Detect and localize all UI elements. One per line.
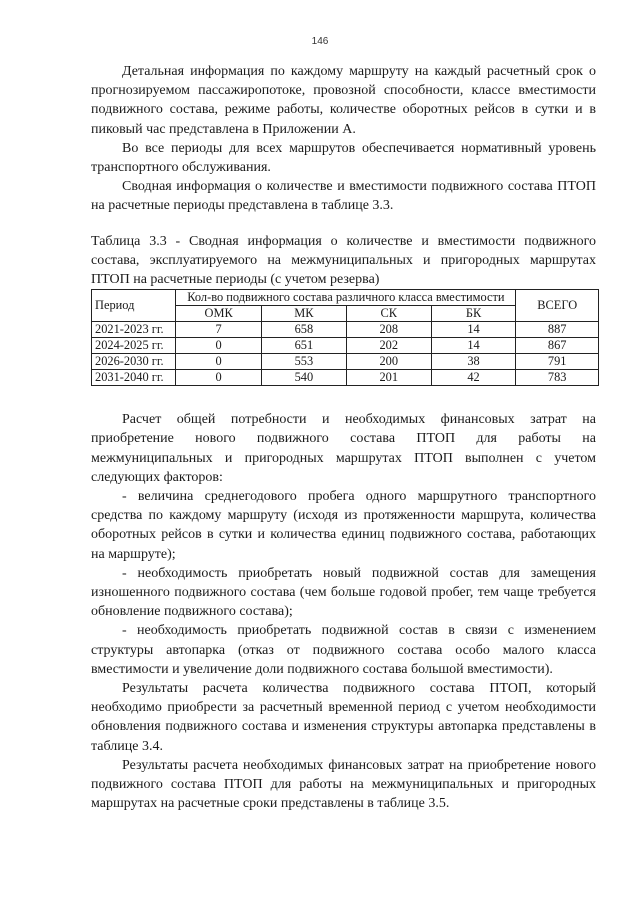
header-class-sk: СК: [346, 306, 431, 322]
cell-sk: 208: [346, 322, 431, 338]
paragraph: Детальная информация по каждому маршруту на каждый расчетный срок о прогнозируемом пассажиропотоке, провозной способности, классе вместимости подвижного состава, режиме работы, количестве оборотных рейсов в сутки и в пиковый час представлена в Приложении А.: [91, 64, 596, 137]
header-class-mk: МК: [261, 306, 346, 322]
cell-total: 867: [516, 338, 599, 354]
header-period: Период: [92, 290, 176, 322]
cell-mk: 651: [261, 338, 346, 354]
cell-sk: 202: [346, 338, 431, 354]
cell-period: 2021-2023 гг.: [92, 322, 176, 338]
cell-omk: 0: [176, 338, 262, 354]
cell-omk: 7: [176, 322, 262, 338]
table-container: [91, 289, 596, 386]
page-number: 146: [311, 36, 329, 47]
paragraph: Во все периоды для всех маршрутов обеспечивается нормативный уровень транспортного обслуживания.: [91, 140, 596, 176]
table-caption: Таблица 3.3 - Сводная информация о количестве и вместимости подвижного состава, эксплуатируемого на межмуниципальных и пригородных маршрутах ПТОП на расчетные периоды (с учетом резерва): [91, 233, 596, 288]
cell-mk: 540: [261, 370, 346, 386]
cell-bk: 14: [431, 322, 516, 338]
header-capacity-group: Кол-во подвижного состава различного класса вместимости: [176, 290, 516, 306]
table-row: [92, 354, 599, 370]
cell-bk: 42: [431, 370, 516, 386]
cell-sk: 201: [346, 370, 431, 386]
cell-omk: 0: [176, 370, 262, 386]
cell-period: 2026-2030 гг.: [92, 354, 176, 370]
table-row: [92, 322, 599, 338]
cell-sk: 200: [346, 354, 431, 370]
header-class-omk: ОМК: [176, 306, 262, 322]
paragraph: Результаты расчета необходимых финансовых затрат на приобретение нового подвижного состава ПТОП для работы на межмуниципальных и пригородных маршрутах на расчетные сроки представлены в таблице 3.5.: [91, 757, 596, 812]
cell-omk: 0: [176, 354, 262, 370]
page-content: [91, 62, 596, 814]
header-total: ВСЕГО: [516, 290, 599, 322]
paragraph: Результаты расчета количества подвижного состава ПТОП, который необходимо приобрести за расчетный временной период с учетом необходимости обновления подвижного состава и изменения структуры автопарка представлены в таблице 3.4.: [91, 681, 596, 754]
cell-mk: 658: [261, 322, 346, 338]
cell-period: 2031-2040 гг.: [92, 370, 176, 386]
cell-mk: 553: [261, 354, 346, 370]
body-text: [91, 410, 596, 813]
list-item: - необходимость приобретать подвижной состав в связи с изменением структуры автопарка (отказ от подвижного состава особо малого класса вместимости и увеличение доли подвижного состава большой вместимости).: [91, 623, 596, 677]
vehicle-summary-table: [91, 289, 599, 386]
table-row: [92, 338, 599, 354]
table-header-row: [92, 290, 599, 306]
cell-bk: 14: [431, 338, 516, 354]
cell-bk: 38: [431, 354, 516, 370]
cell-total: 887: [516, 322, 599, 338]
paragraph: Сводная информация о количестве и вместимости подвижного состава ПТОП на расчетные периоды представлена в таблице 3.3.: [91, 179, 596, 214]
list-item: - необходимость приобретать новый подвижной состав для замещения изношенного подвижного состава (чем больше годовой пробег, тем чаще требуется обновление подвижного состава);: [91, 565, 596, 620]
list-item: - величина среднегодового пробега одного маршрутного транспортного средства по каждому маршруту (исходя из протяженности маршрута, количества оборотных рейсов в сутки и количества единиц подвижного состава, работающих на маршруте);: [91, 489, 596, 562]
header-class-bk: БК: [431, 306, 516, 322]
paragraph: Расчет общей потребности и необходимых финансовых затрат на приобретение нового подвижного состава ПТОП для работы на межмуниципальных и пригородных маршрутах ПТОП выполнен с учетом следующих факторов:: [91, 412, 596, 485]
cell-period: 2024-2025 гг.: [92, 338, 176, 354]
table-row: [92, 370, 599, 386]
cell-total: 791: [516, 354, 599, 370]
cell-total: 783: [516, 370, 599, 386]
